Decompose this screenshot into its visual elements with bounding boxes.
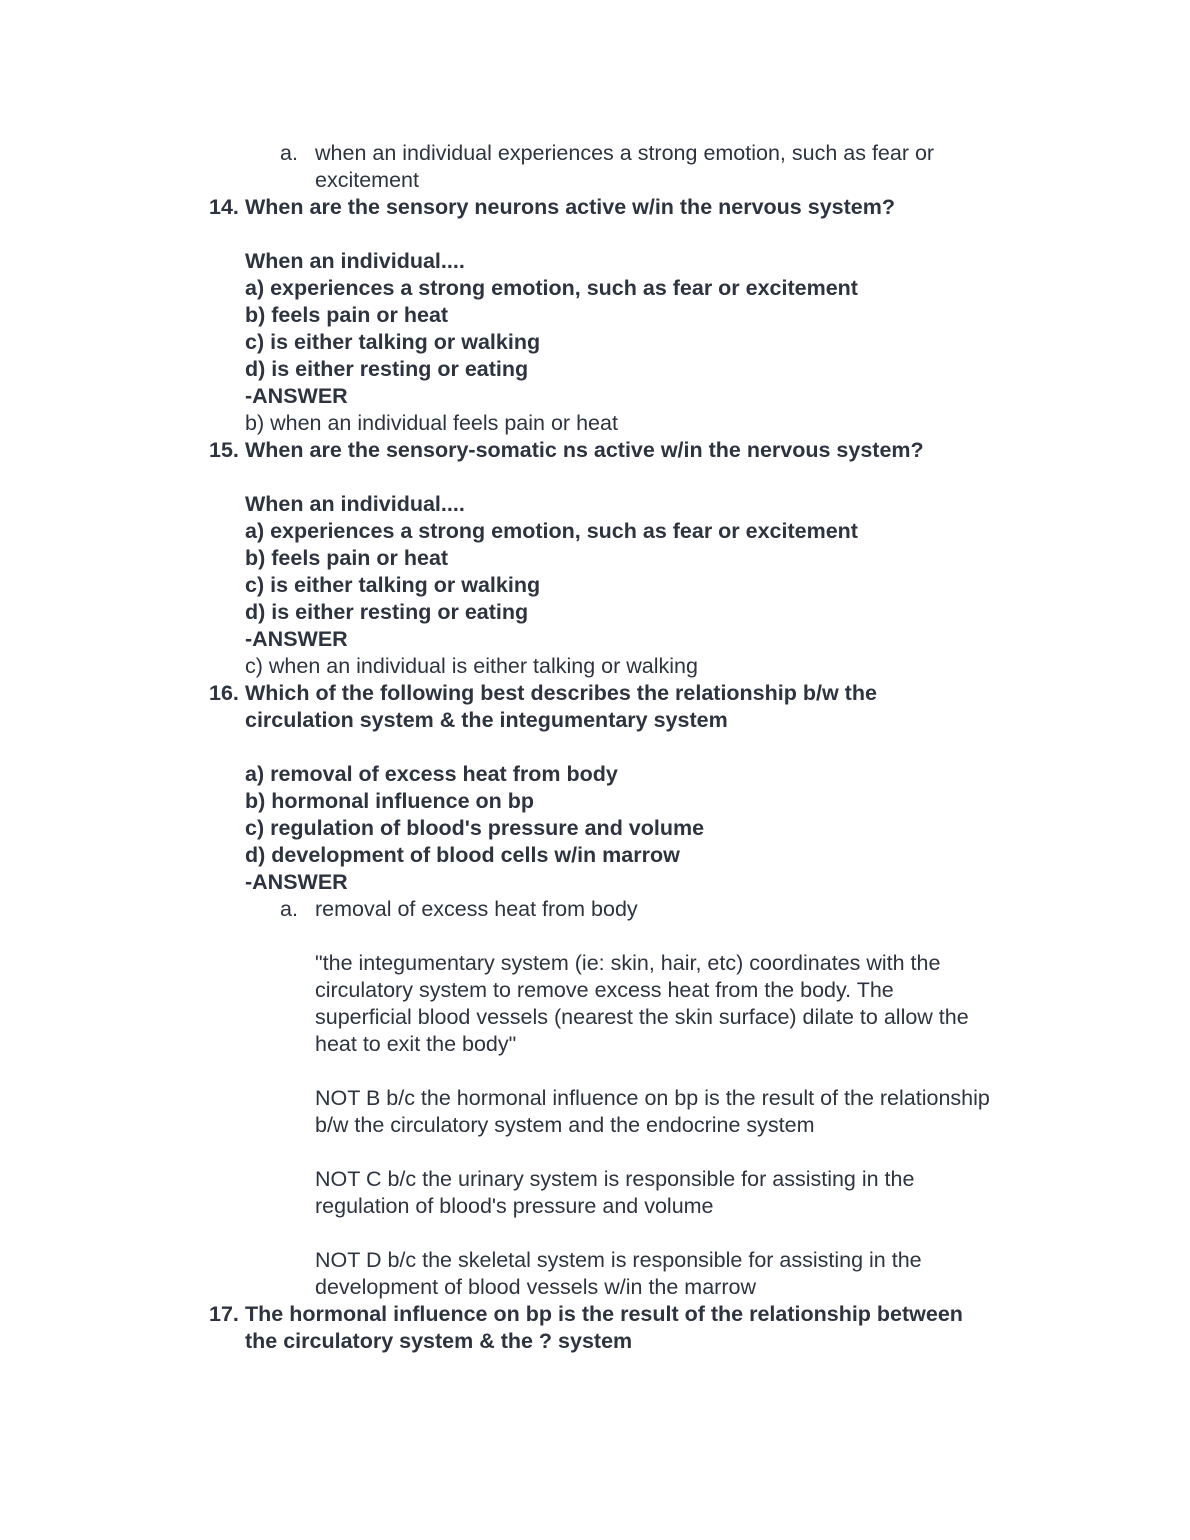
document-page — [0, 140, 1190, 1355]
top-answer-line-2 — [0, 167, 1190, 194]
option-b: b) feels pain or heat — [245, 546, 449, 570]
explanation-line: circulatory system to remove excess heat from the body. The — [315, 978, 894, 1002]
explanation-line: NOT B b/c the hormonal influence on bp is the result of the relationship — [315, 1086, 990, 1110]
question-text-continued: circulation system & the integumentary system — [245, 708, 728, 732]
option-a: a) experiences a strong emotion, such as fear or excitement — [245, 519, 858, 543]
explanation-line: NOT D b/c the skeletal system is responsible for assisting in the — [315, 1248, 922, 1272]
spacer — [0, 1139, 1190, 1166]
list-marker: a. — [280, 141, 298, 165]
answer-text: removal of excess heat from body — [315, 897, 638, 921]
explanation-line: regulation of blood's pressure and volume — [315, 1194, 714, 1218]
explanation-line: NOT C b/c the urinary system is responsible for assisting in the — [315, 1167, 915, 1191]
explanation-line: development of blood vessels w/in the marrow — [315, 1275, 756, 1299]
option-a: a) removal of excess heat from body — [245, 762, 618, 786]
question-16 — [0, 680, 1190, 707]
question-text: When are the sensory-somatic ns active w/in the nervous system? — [245, 438, 924, 462]
spacer — [0, 734, 1190, 761]
top-answer-line-1 — [0, 140, 1190, 167]
option-d: d) is either resting or eating — [245, 357, 529, 381]
question-text-continued: the circulatory system & the ? system — [245, 1329, 633, 1353]
spacer — [0, 923, 1190, 950]
answer-label: -ANSWER — [245, 384, 348, 408]
question-intro: When an individual.... — [245, 249, 465, 273]
question-text: When are the sensory neurons active w/in the nervous system? — [245, 195, 895, 219]
answer-text: when an individual experiences a strong emotion, such as fear or — [315, 141, 935, 165]
answer-label: -ANSWER — [245, 627, 348, 651]
explanation-line: heat to exit the body" — [315, 1032, 517, 1056]
question-number: 17. — [209, 1302, 239, 1326]
option-b: b) hormonal influence on bp — [245, 789, 535, 813]
spacer — [0, 1220, 1190, 1247]
question-number: 14. — [209, 195, 239, 219]
option-c: c) regulation of blood's pressure and volume — [245, 816, 705, 840]
question-number: 15. — [209, 438, 239, 462]
question-text: Which of the following best describes the relationship b/w the — [245, 681, 877, 705]
spacer — [0, 464, 1190, 491]
question-text: The hormonal influence on bp is the result of the relationship between — [245, 1302, 963, 1326]
explanation-line: "the integumentary system (ie: skin, hair, etc) coordinates with the — [315, 951, 941, 975]
spacer — [0, 221, 1190, 248]
option-d: d) is either resting or eating — [245, 600, 529, 624]
option-a: a) experiences a strong emotion, such as fear or excitement — [245, 276, 858, 300]
list-marker: a. — [280, 897, 298, 921]
option-d: d) development of blood cells w/in marrow — [245, 843, 680, 867]
option-c: c) is either talking or walking — [245, 573, 541, 597]
question-number: 16. — [209, 681, 239, 705]
question-17 — [0, 1301, 1190, 1328]
option-b: b) feels pain or heat — [245, 303, 449, 327]
answer-item — [0, 896, 1190, 923]
answer-text: c) when an individual is either talking or walking — [245, 654, 698, 678]
answer-text: excitement — [315, 168, 419, 192]
spacer — [0, 1058, 1190, 1085]
answer-text: b) when an individual feels pain or heat — [245, 411, 618, 435]
question-intro: When an individual.... — [245, 492, 465, 516]
option-c: c) is either talking or walking — [245, 330, 541, 354]
explanation-line: b/w the circulatory system and the endocrine system — [315, 1113, 815, 1137]
question-15 — [0, 437, 1190, 464]
question-14 — [0, 194, 1190, 221]
explanation-line: superficial blood vessels (nearest the skin surface) dilate to allow the — [315, 1005, 969, 1029]
answer-label: -ANSWER — [245, 870, 348, 894]
